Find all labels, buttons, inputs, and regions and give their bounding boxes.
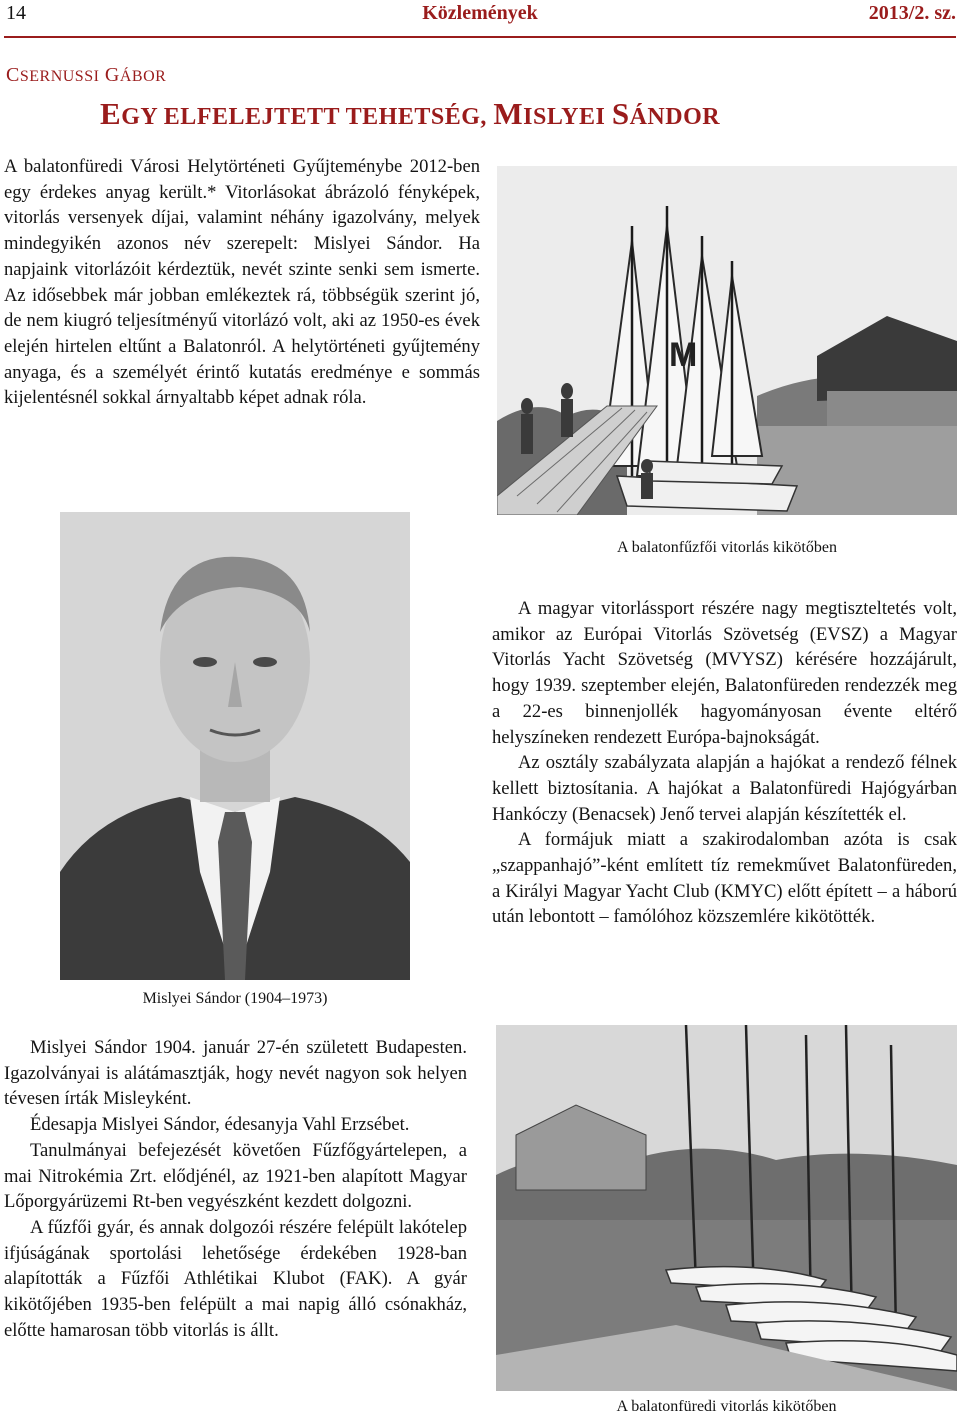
- sail-mark-label: M: [669, 336, 698, 374]
- intro-column: [4, 154, 480, 411]
- biography-column: [4, 1035, 467, 1343]
- portrait-photo: [60, 512, 410, 980]
- portrait-caption: Mislyei Sándor (1904–1973): [142, 990, 328, 1007]
- paragraph: A formájuk miatt a szakirodalomban azóta is csak „szappanhajó”-ként említett tíz remekművet Balatonfüreden, a Királyi Magyar Yacht Club (KMYC) előtt épített – a háború után lebontott – famólóhoz közszemlére kikötötték.: [492, 829, 957, 928]
- paragraph: Az osztály szabályzata alapján a hajókat a rendező félnek kellett biztosítania. A hajókat a Balatonfüredi Hajógyárban Hankóczy (Benacsek) Jenő tervei alapján készítették el.: [492, 752, 957, 825]
- paragraph: Mislyei Sándor 1904. január 27-én született Budapesten. Igazolványai is alátámasztják, hogy nevét nagyon sok helyen tévesen írták Misleyként.: [4, 1037, 467, 1110]
- intro-paragraph: A balatonfüredi Városi Helytörténeti Gyűjteménybe 2012-ben egy érdekes anyag került.* Vitorlásokat ábrázoló fényképek, vitorlás versenyek díjai, valamint néhány igazolvány, melyek mindegyikén azonos név szerepelt: Mislyei Sándor. Ha napjaink vitorlázóit kérdeztük, nevét szinte senki sem ismerte. Az idősebbek már jobban emlékeztek rá, többségük szerint jó, de nem kiugró teljesítményű vitorlázó volt, aki az 1950-es évek elején hirtelen eltűnt a Balatonról. A helytörténeti gyűjtemény anyaga, és a személyét érintő kutatás eredménye e sommás kijelentésnél sokkal árnyaltabb képet adnak róla.: [4, 156, 480, 409]
- sailboats-photo: [497, 166, 957, 515]
- issue-label: 2013/2. sz.: [868, 2, 956, 24]
- page-number: 14: [6, 2, 26, 24]
- paragraph: A magyar vitorlássport részére nagy megtiszteltetés volt, amikor az Európai Vitorlás Szövetség (EVSZ) a Magyar Vitorlás Yacht Szövetség (MVYSZ) kérésére hozzájárult, hogy 1939. szeptember elején, Balatonfüreden rendezzék meg a 22-es binnenjollék hagyományosan évente eltérő helyszíneken rendezett Európa-bajnokságát.: [492, 598, 957, 748]
- header-rule: [4, 36, 956, 38]
- paragraph: Tanulmányai befejezését követően Fűzfőgyártelepen, a mai Nitrokémia Zrt. elődjénél, az 1921-ben alapított Magyar Lőporgyárüzemi Rt-ben vegyészként kezdett dolgozni.: [4, 1139, 467, 1213]
- harbor-photo: [496, 1025, 957, 1391]
- journal-title: Közlemények: [422, 2, 538, 24]
- article-title: EGY ELFELEJTETT TEHETSÉG, MISLYEI SÁNDOR: [100, 96, 721, 131]
- author-name: CSERNUSSI GÁBOR: [6, 64, 167, 86]
- paragraph: Édesapja Mislyei Sándor, édesanyja Vahl Erzsébet.: [30, 1114, 410, 1136]
- harbor-caption: A balatonfüredi vitorlás kikötőben: [616, 1398, 837, 1415]
- sailboats-caption: A balatonfűzfői vitorlás kikötőben: [617, 539, 837, 556]
- paragraph: A fűzfői gyár, és annak dolgozói részére felépült lakótelep ifjúságának sportolási lehetősége érdekében 1928-ban alapították a Fűzfői Athlétikai Klubot (FAK). A gyár kikötőjében 1935-ben felépült a mai napig álló csónakház, előtte hamarosan több vitorlás is állt.: [4, 1216, 467, 1341]
- page-header: [0, 0, 960, 30]
- right-column: [492, 596, 957, 930]
